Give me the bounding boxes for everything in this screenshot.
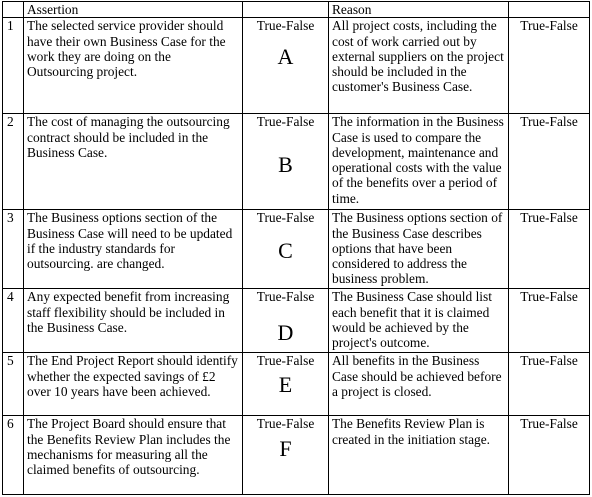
row-letter: D <box>277 319 294 345</box>
assertion-true-false-cell <box>243 416 329 495</box>
header-number <box>3 2 24 18</box>
reason-cell: The Business options section of the Business Case describes options that have been considered to address the business problem. <box>329 210 509 289</box>
header-true-false-2 <box>509 2 590 18</box>
assertion-cell: The selected service provider should have their own Business Case for the work they are doing on the Outsourcing project. <box>24 18 243 114</box>
reason-true-false-cell: True-False <box>509 114 590 210</box>
assertion-true-false-cell <box>243 114 329 210</box>
reason-cell: The Business Case should list each benefit that it is claimed would be achieved by the project's outcome. <box>329 289 509 353</box>
row-number: 2 <box>3 114 24 210</box>
assertion-true-false-cell <box>243 353 329 416</box>
assertion-reason-table <box>2 1 590 495</box>
assertion-true-false-cell <box>243 289 329 353</box>
reason-true-false-cell: True-False <box>509 289 590 353</box>
table-row <box>3 353 590 416</box>
table-row <box>3 114 590 210</box>
true-false-label: True-False <box>256 210 315 226</box>
table-row <box>3 416 590 495</box>
row-letter: E <box>278 371 293 397</box>
true-false-label: True-False <box>256 114 315 130</box>
reason-cell: All benefits in the Business Case should be achieved before a project is closed. <box>329 353 509 416</box>
header-row <box>3 2 590 18</box>
row-number: 3 <box>3 210 24 289</box>
reason-true-false-cell: True-False <box>509 416 590 495</box>
reason-true-false-cell: True-False <box>509 18 590 114</box>
assertion-cell: The End Project Report should identify whether the expected savings of £2 over 10 years have been achieved. <box>24 353 243 416</box>
row-letter: F <box>279 435 292 461</box>
row-number: 4 <box>3 289 24 353</box>
reason-true-false-cell: True-False <box>509 210 590 289</box>
table-row <box>3 210 590 289</box>
header-assertion: Assertion <box>24 2 243 18</box>
reason-cell: The information in the Business Case is used to compare the development, maintenance and operational costs with the value of the benefits over a period of time. <box>329 114 509 210</box>
reason-true-false-cell: True-False <box>509 353 590 416</box>
true-false-label: True-False <box>256 18 315 34</box>
assertion-cell: The Business options section of the Business Case will need to be updated if the industry standards for outsourcing. are changed. <box>24 210 243 289</box>
row-letter: C <box>278 237 293 263</box>
assertion-true-false-cell <box>243 210 329 289</box>
header-true-false-1 <box>243 2 329 18</box>
row-number: 5 <box>3 353 24 416</box>
assertion-cell: The cost of managing the outsourcing contract should be included in the Business Case. <box>24 114 243 210</box>
row-letter: A <box>277 43 294 69</box>
header-reason: Reason <box>329 2 509 18</box>
true-false-label: True-False <box>256 289 315 305</box>
row-number: 1 <box>3 18 24 114</box>
table-row <box>3 289 590 353</box>
true-false-label: True-False <box>256 416 315 432</box>
true-false-label: True-False <box>256 353 315 369</box>
reason-cell: The Benefits Review Plan is created in the initiation stage. <box>329 416 509 495</box>
assertion-cell: The Project Board should ensure that the Benefits Review Plan includes the mechanisms for measuring all the claimed benefits of outsourcing. <box>24 416 243 495</box>
row-number: 6 <box>3 416 24 495</box>
reason-cell: All project costs, including the cost of work carried out by external suppliers on the project should be included in the customer's Business Case. <box>329 18 509 114</box>
row-letter: B <box>278 151 293 177</box>
assertion-true-false-cell <box>243 18 329 114</box>
table-row <box>3 18 590 114</box>
assertion-cell: Any expected benefit from increasing staff flexibility should be included in the Business Case. <box>24 289 243 353</box>
